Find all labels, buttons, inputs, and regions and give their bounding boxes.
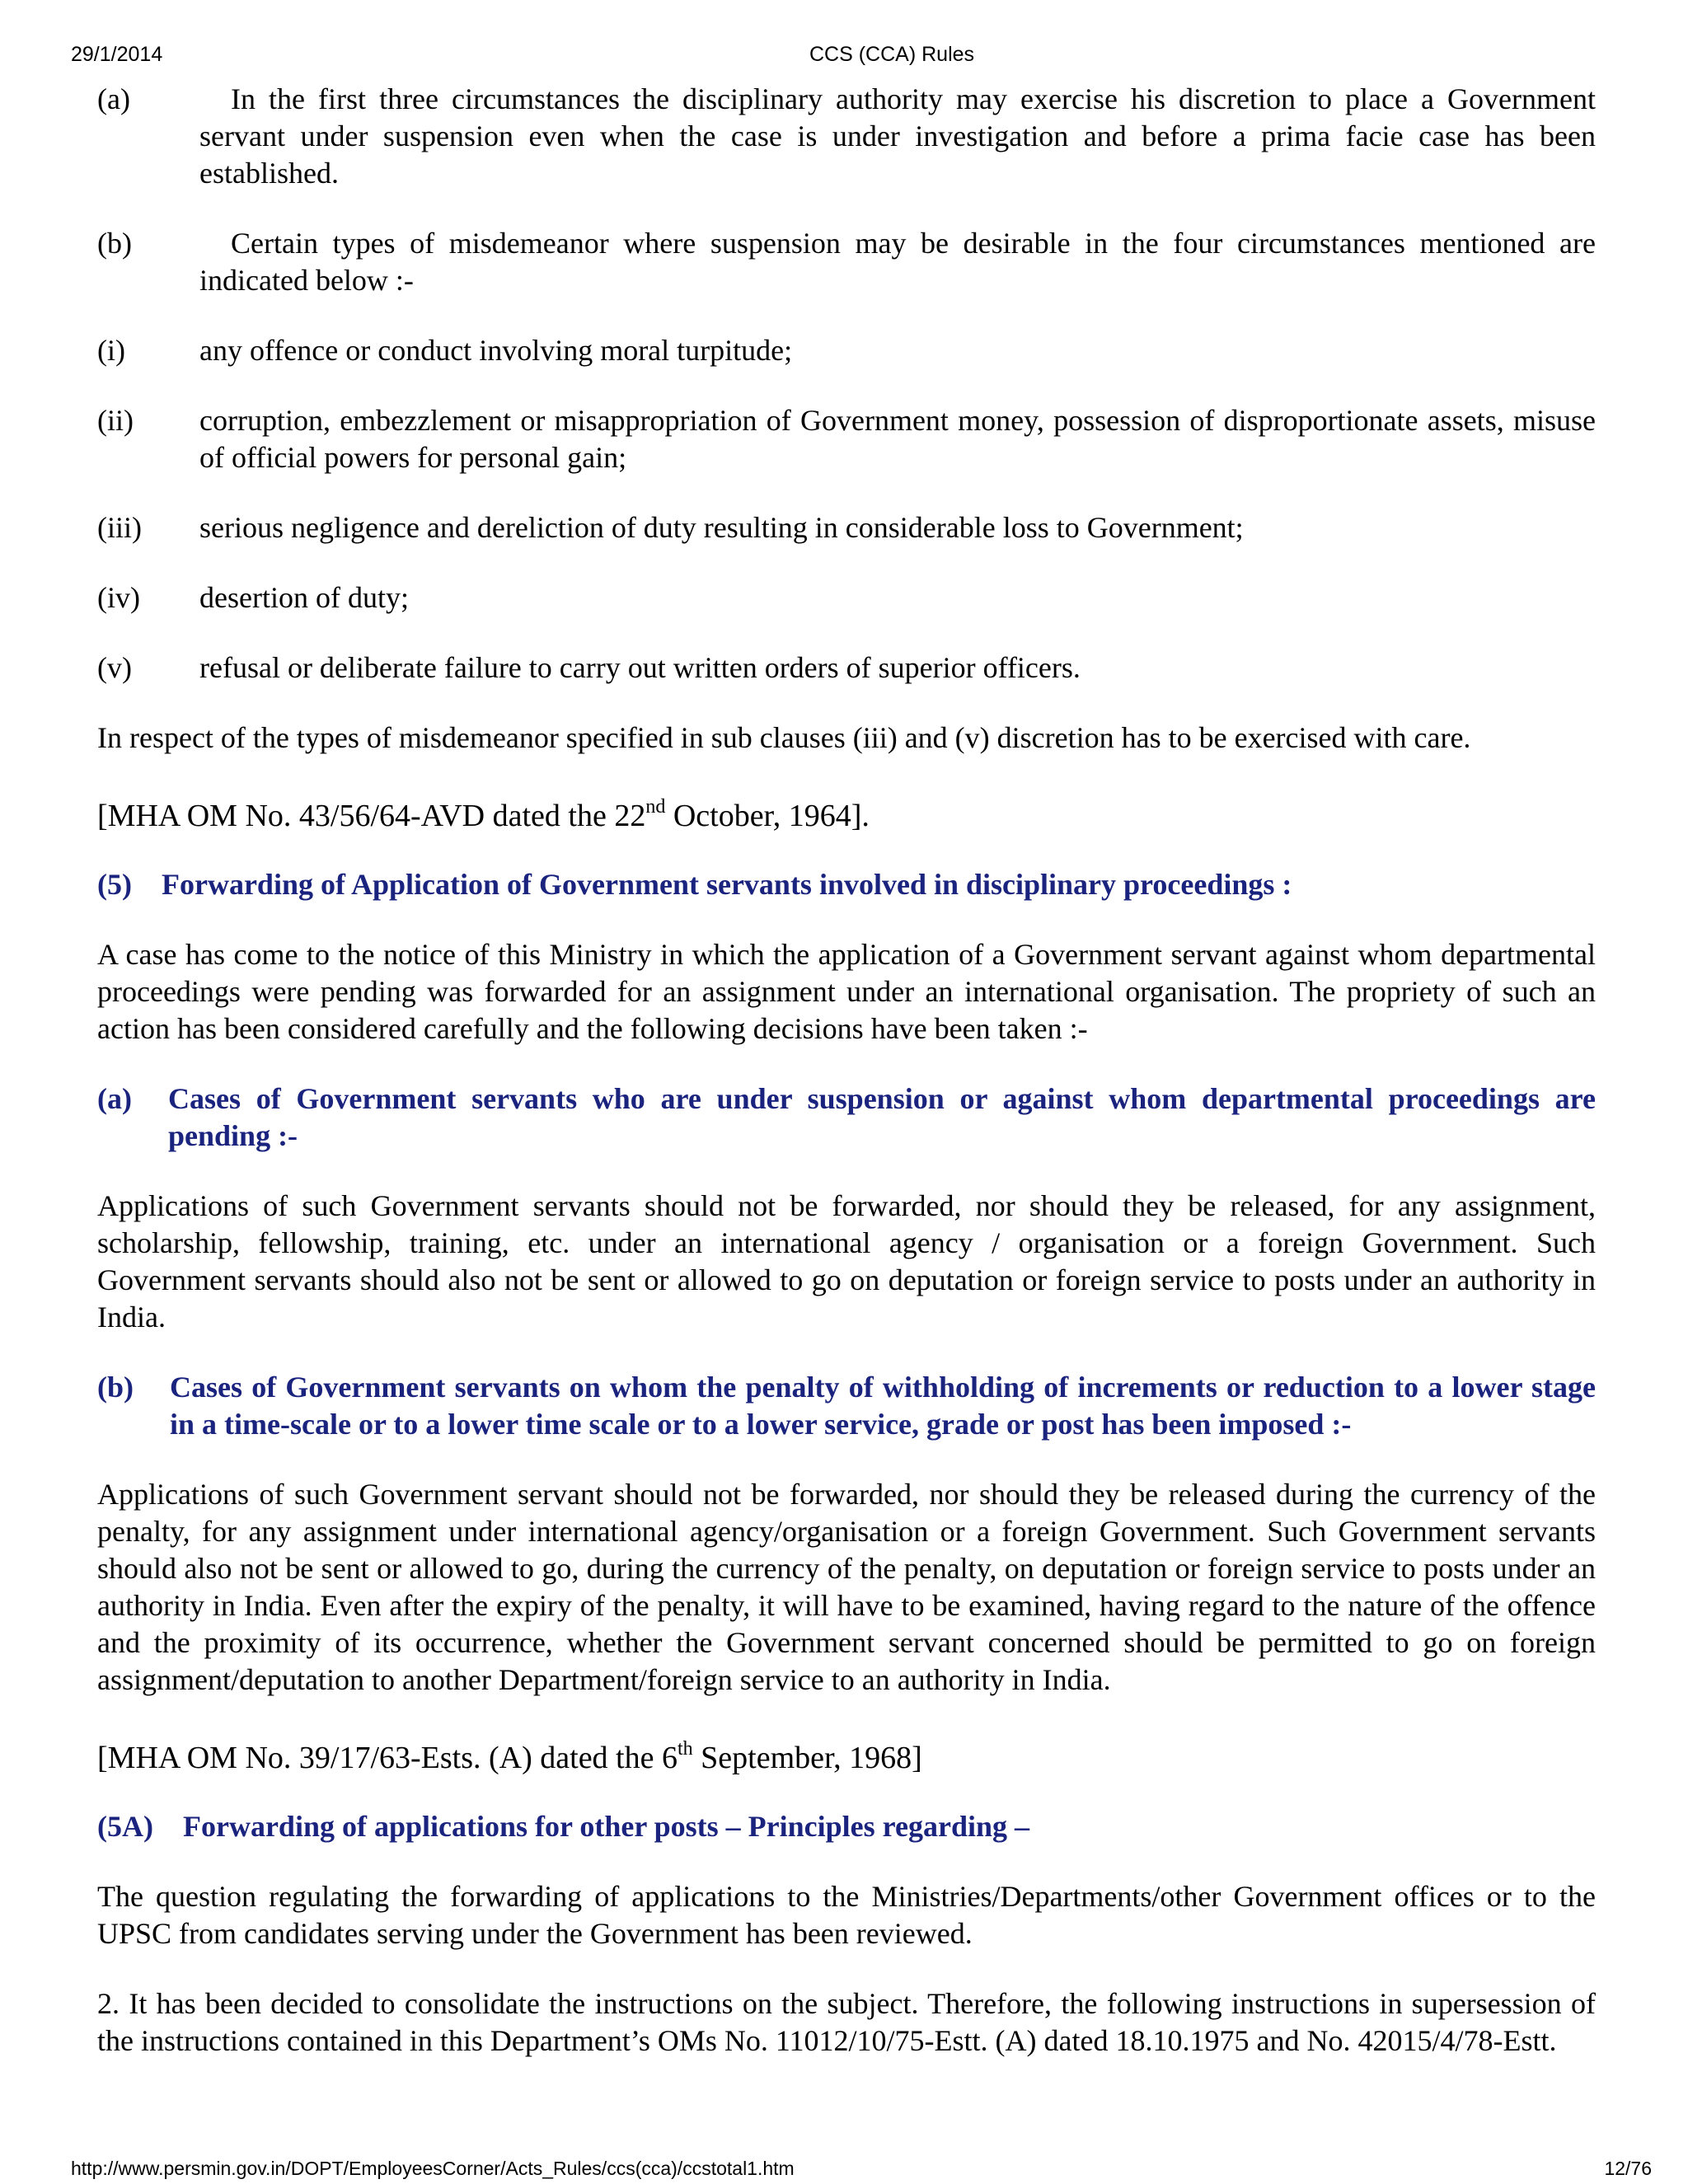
subclause-v <box>97 649 1596 687</box>
subclause-iii <box>97 509 1596 546</box>
subclause-label: (ii) <box>97 404 134 437</box>
section-5b-heading <box>97 1369 1596 1443</box>
document-body <box>97 79 1596 2060</box>
footer-page-number: 12/76 <box>1604 2158 1652 2179</box>
clause-a <box>97 81 1596 192</box>
subclause-ii <box>97 402 1596 476</box>
section-5a-para-1: The question regulating the forwarding of applications to the Ministries/Departments/other Government offices or to the UPSC from candidates serving under the Government has been reviewed. <box>97 1880 1596 1950</box>
reference-mha-1968: [MHA OM No. 39/17/63-Ests. (A) dated the 6th September, 1968] <box>97 1738 922 1775</box>
subclause-label: (iv) <box>97 581 140 614</box>
care-note: In respect of the types of misdemeanor specified in sub clauses (iii) and (v) discretion has to be exercised with care. <box>97 721 1471 754</box>
subclause-text: any offence or conduct involving moral turpitude; <box>199 334 793 367</box>
section-5a-text: Applications of such Government servants should not be forwarded, nor should they be released, for any assignment, scholarship, fellowship, training, etc. under an international agency / organisation or a foreign Government. Such Government servants should also not be sent or allowed to go on deputation or foreign service to posts under an authority in India. <box>97 1189 1596 1333</box>
section-5a-heading <box>97 1080 1596 1155</box>
subsection-title: Cases of Government servants on whom the penalty of withholding of increments or reduction to a lower stage in a time-scale or to a lower time scale or to a lower service, grade or post has been imposed :- <box>170 1371 1596 1441</box>
section-5b-text: Applications of such Government servant should not be forwarded, nor should they be released during the currency of the penalty, for any assignment under international agency/organisation or a foreign Government. Such Government servants should also not be sent or allowed to go, during the currency of the penalty, on deputation or foreign service to posts under an authority in India. Even after the expiry of the penalty, it will have to be examined, having regard to the nature of the offence and the proximity of its occurrence, whether the Government servant concerned should be permitted to go on foreign assignment/deputation to another Department/foreign service to an authority in India. <box>97 1478 1596 1696</box>
section-title: Forwarding of applications for other posts – Principles regarding – <box>182 1810 1029 1843</box>
section-title: Forwarding of Application of Government servants involved in disciplinary proceedings : <box>161 868 1292 901</box>
footer-url: http://www.persmin.gov.in/DOPT/EmployeesCorner/Acts_Rules/ccs(cca)/ccstotal1.htm <box>71 2158 795 2179</box>
section-5a-para-2: 2. It has been decided to consolidate the instructions on the subject. Therefore, the following instructions in supersession of the instructions contained in this Department’s OMs No. 11012/10/75-Estt. (A) dated 18.10.1975 and No. 42015/4/78-Estt. <box>97 1987 1596 2057</box>
subclause-label: (v) <box>97 651 132 684</box>
clause-label: (b) <box>97 227 132 260</box>
section-number: (5) <box>97 868 132 901</box>
section-5a-principles-heading <box>97 1808 1596 1845</box>
subclause-text: corruption, embezzlement or misappropriation of Government money, possession of disproportionate assets, misuse of official powers for personal gain; <box>199 404 1596 474</box>
clause-text: Certain types of misdemeanor where suspension may be desirable in the four circumstances mentioned are indicated below :- <box>199 227 1596 297</box>
subsection-label: (a) <box>97 1082 132 1115</box>
clause-b <box>97 225 1596 299</box>
reference-mha-1964: [MHA OM No. 43/56/64-AVD dated the 22nd October, 1964]. <box>97 796 870 833</box>
section-5-heading <box>97 866 1596 903</box>
clause-text: In the first three circumstances the disciplinary authority may exercise his discretion to place a Government servant under suspension even when the case is under investigation and before a prima facie case has been established. <box>199 82 1596 190</box>
subclause-iv <box>97 579 1596 616</box>
clause-label: (a) <box>97 82 130 115</box>
subclause-label: (iii) <box>97 511 142 544</box>
subclause-text: desertion of duty; <box>199 581 409 614</box>
header-title: CCS (CCA) Rules <box>809 43 975 66</box>
subclause-text: refusal or deliberate failure to carry out written orders of superior officers. <box>199 651 1081 684</box>
subclause-i <box>97 332 1596 369</box>
section-number: (5A) <box>97 1810 153 1843</box>
subsection-title: Cases of Government servants who are under suspension or against whom departmental proceedings are pending :- <box>168 1082 1596 1152</box>
header-date: 29/1/2014 <box>71 43 163 66</box>
section-5-intro: A case has come to the notice of this Ministry in which the application of a Government servant against whom departmental proceedings were pending was forwarded for an assignment under an international organisation. The propriety of such an action has been considered carefully and the following decisions have been taken :- <box>97 938 1596 1045</box>
subsection-label: (b) <box>97 1371 134 1404</box>
subclause-label: (i) <box>97 334 125 367</box>
subclause-text: serious negligence and dereliction of duty resulting in considerable loss to Government; <box>199 511 1244 544</box>
